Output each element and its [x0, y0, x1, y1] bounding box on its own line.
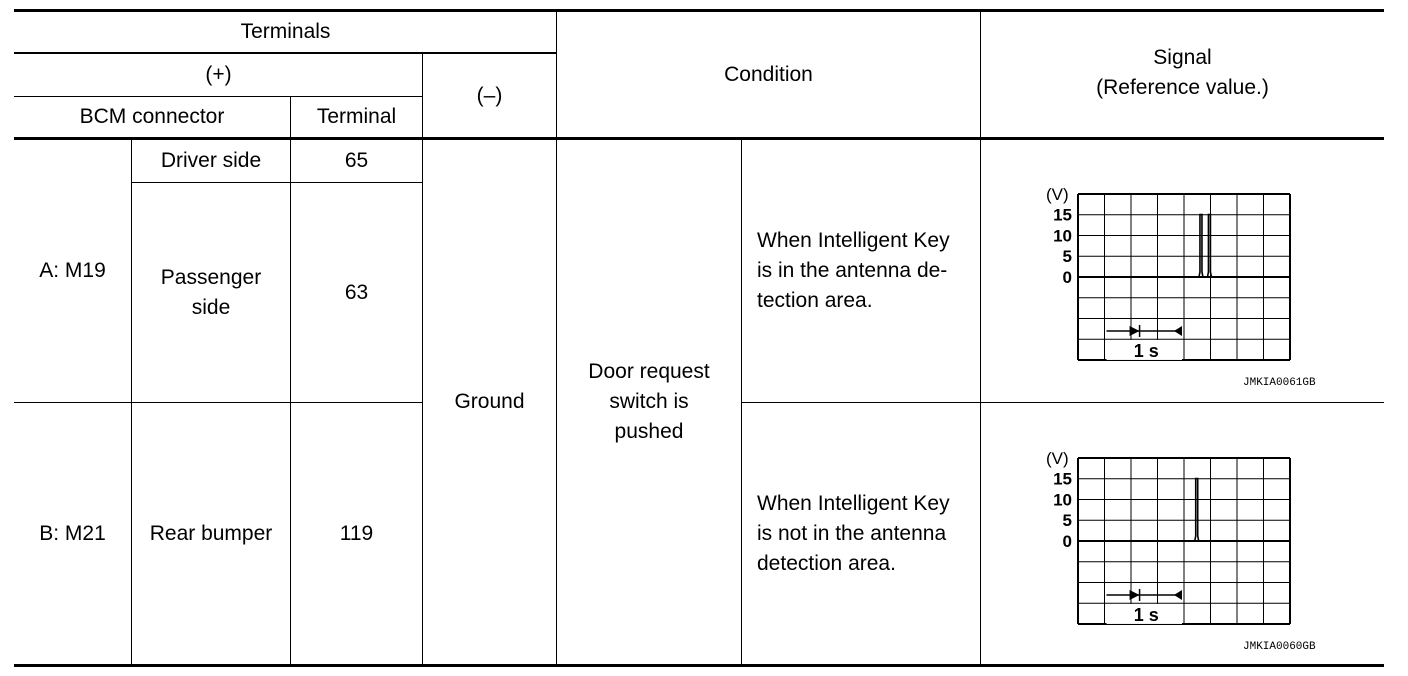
figure-code: JMKIA0060GB: [1243, 641, 1316, 653]
signal-pulse: [1195, 479, 1199, 541]
header-terminals: Terminals: [240, 20, 331, 43]
header-terminal: Terminal: [316, 105, 397, 128]
passenger-side-terminal: 63: [344, 280, 369, 304]
unit-label: (V): [1046, 449, 1069, 468]
header-plus: (+): [205, 63, 232, 86]
y-tick-label: 10: [1053, 490, 1072, 510]
condition-key-in-area: When Intelligent Key is in the antenna de- tection area.: [757, 229, 950, 312]
y-tick-label: 5: [1062, 511, 1072, 531]
y-tick-label: 0: [1062, 268, 1072, 287]
connector-a: A: M19: [39, 259, 106, 282]
y-tick-label: 15: [1053, 205, 1072, 225]
time-scale-label: 1 s: [1133, 340, 1159, 361]
y-tick-label: 10: [1053, 226, 1072, 246]
unit-label: (V): [1046, 185, 1069, 204]
condition-key-not-in-area: When Intelligent Key is not in the antenna detection area.: [757, 491, 950, 575]
header-signal: Signal (Reference value.): [1096, 46, 1269, 99]
y-tick-label: 5: [1062, 247, 1072, 267]
rear-bumper-terminal: 119: [339, 521, 374, 545]
column-divider: [741, 138, 742, 664]
column-divider: [980, 11, 981, 664]
rear-bumper-label: Rear bumper: [149, 521, 273, 545]
ground-label: Ground: [454, 390, 525, 413]
condition-door-request: Door request switch is pushed: [588, 360, 710, 443]
signal-pulse: [1199, 215, 1203, 277]
signal-waveform-not-in-area: [1040, 444, 1300, 644]
table-bottom-border: [14, 664, 1384, 667]
signal-pulse: [1207, 215, 1211, 277]
passenger-side-label: Passenger side: [160, 265, 262, 319]
figure-code: JMKIA0061GB: [1243, 377, 1316, 389]
signal-waveform-in-area: [1040, 180, 1300, 380]
driver-side-label: Driver side: [160, 149, 262, 172]
header-bcm-connector: BCM connector: [79, 105, 225, 128]
driver-side-terminal: 65: [344, 149, 369, 172]
y-tick-label: 15: [1053, 469, 1072, 489]
connector-b: B: M21: [39, 521, 106, 545]
header-minus: (–): [476, 83, 503, 107]
time-scale-label: 1 s: [1133, 604, 1159, 625]
y-tick-label: 0: [1062, 532, 1072, 551]
header-condition: Condition: [724, 62, 813, 86]
